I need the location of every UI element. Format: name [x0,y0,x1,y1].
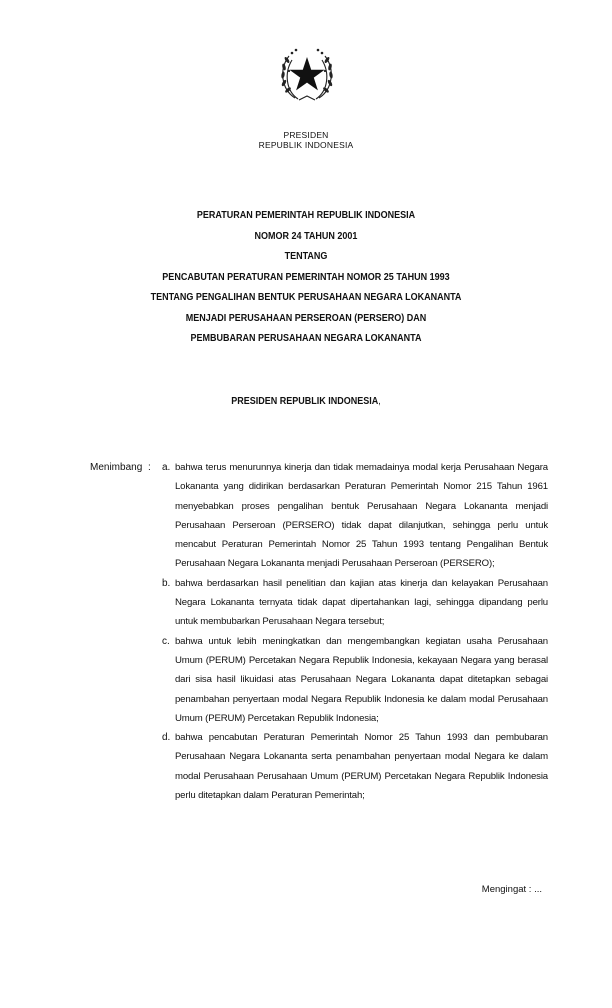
preamble-punct: , [378,396,381,407]
item-text: bahwa pencabutan Peraturan Pemerintah Nomor 25 Tahun 1993 dan pembubaran Perusahaan Negara Lokananta serta penambahan penyertaan modal Negara ke dalam modal Perusahaan Perusahaan Umum (PERUM) Percetakan Negara Republik Indonesia perlu ditetapkan dalam Peraturan Pemerintah; [175,732,548,802]
header-republik-indonesia: REPUBLIK INDONESIA [258,140,354,150]
menimbang-colon: : [148,462,151,473]
menimbang-label: Menimbang [90,462,143,473]
preamble-heading-text: PRESIDEN REPUBLIK INDONESIA [231,396,379,407]
title-line-4: PENCABUTAN PERATURAN PEMERINTAH NOMOR 25 TAHUN 1993 [162,271,450,283]
garuda-star-wreath-icon [275,43,339,107]
menimbang-item-a [162,458,548,574]
item-letter: b. [162,577,171,589]
document-title [31,206,582,350]
title-line-1: PERATURAN PEMERINTAH REPUBLIK INDONESIA [196,210,416,221]
item-text: bahwa untuk lebih meningkatkan dan mengembangkan kegiatan usaha Perusahaan Umum (PERUM) Percetakan Negara Republik Indonesia, kekayaan Negara yang berasal dari sisa hasil likuidasi atas Perusahaan Negara Lokananta dapat ditetapkan sebagai penambahan penyertaan modal Negara Republik Indonesia ke dalam modal Perusahaan Umum (PERUM) Percetakan Republik Indonesia; [175,635,548,724]
title-line-3: TENTANG [284,251,328,262]
item-text: bahwa terus menurunnya kinerja dan tidak memadainya modal kerja Perusahaan Negara Lokananta yang didirikan berdasarkan Peraturan Pemerintah Nomor 215 Tahun 1961 menyebabkan proses pengalihan bentuk Perusahaan Negara Lokananta menjadi Perusahaan Perseroan (PERSERO) tidak dapat dilanjutkan, sehingga perlu untuk mencabut Peraturan Pemerintah Nomor 25 Tahun 1993 tentang Pengalihan Bentuk Perusahaan Negara Lokananta menjadi Perusahaan Perseroan (PERSERO); [175,462,548,570]
title-line-2: NOMOR 24 TAHUN 2001 [254,230,358,242]
item-text: bahwa berdasarkan hasil penelitian dan kajian atas kinerja dan kelayakan Perusahaan Negara Lokananta ternyata tidak dapat dipertahankan lagi, sehingga dipandang perlu untuk membubarkan Perusahaan Negara tersebut; [175,577,548,628]
title-line-7: PEMBUBARAN PERUSAHAAN NEGARA LOKANANTA [190,333,422,344]
title-line-6: MENJADI PERUSAHAAN PERSEROAN (PERSERO) DAN [185,312,427,324]
menimbang-item-b [162,574,548,632]
preamble-heading [31,396,582,407]
menimbang-list [162,458,548,805]
header-presiden: PRESIDEN [283,130,329,140]
menimbang-item-d [162,728,548,805]
item-letter: d. [162,732,171,744]
title-line-5: TENTANG PENGALIHAN BENTUK PERUSAHAAN NEGARA LOKANANTA [150,292,462,303]
continuation-marker: Mengingat : ... [481,884,542,895]
item-letter: c. [162,635,170,647]
menimbang-item-c [162,632,548,728]
item-letter: a. [162,462,171,473]
